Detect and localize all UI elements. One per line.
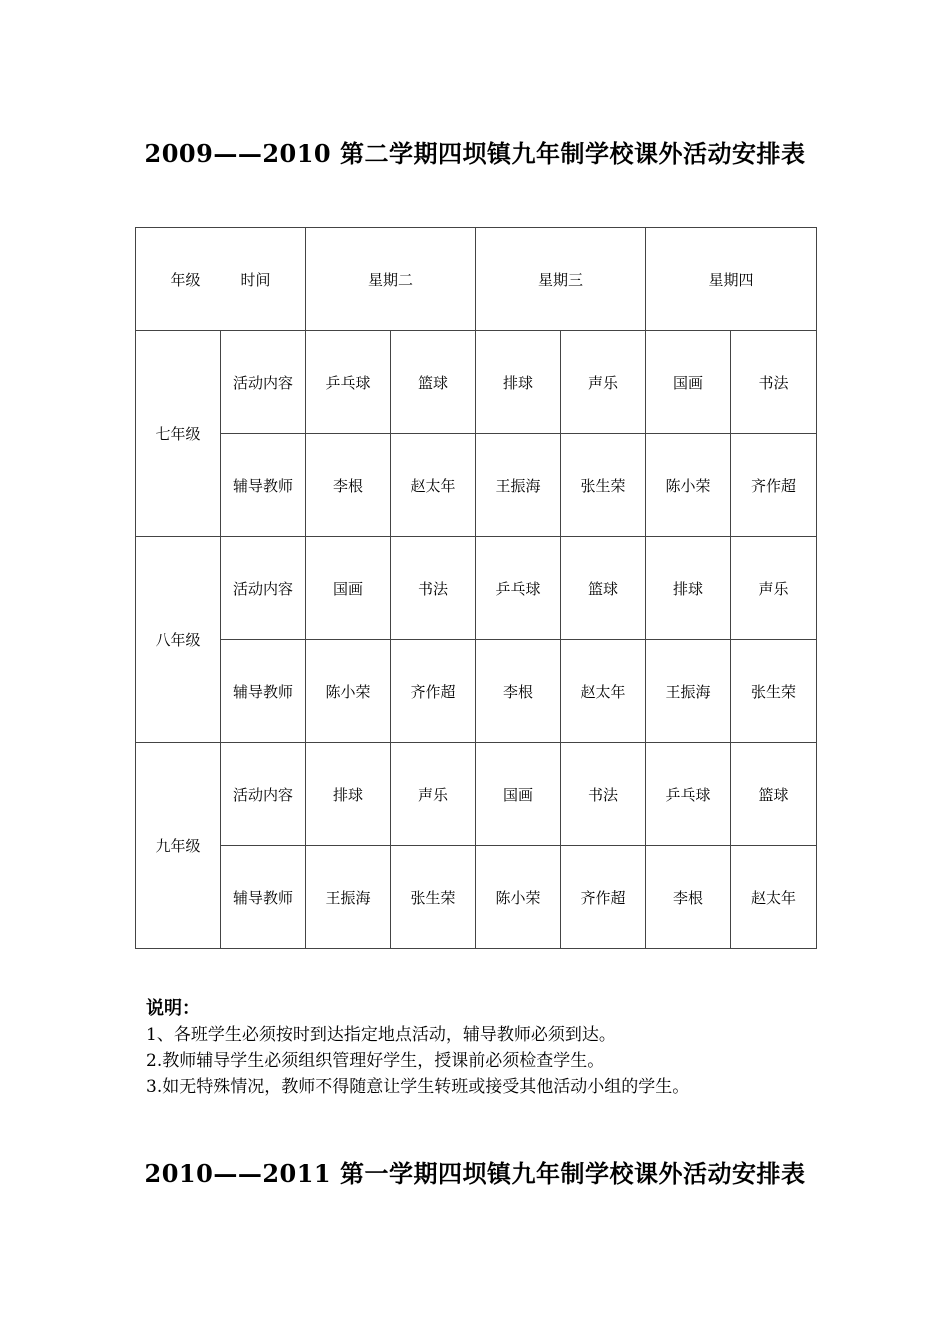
teacher-cell: 李根 <box>476 640 561 743</box>
teacher-cell: 陈小荣 <box>476 846 561 949</box>
activity-cell: 篮球 <box>731 743 817 846</box>
activity-cell: 排球 <box>306 743 391 846</box>
teacher-cell: 张生荣 <box>561 434 646 537</box>
teacher-cell: 王振海 <box>646 640 731 743</box>
table-row <box>136 331 817 434</box>
grade-label: 九年级 <box>136 743 221 949</box>
activity-cell: 排球 <box>476 331 561 434</box>
activity-cell: 声乐 <box>561 331 646 434</box>
teacher-cell: 李根 <box>646 846 731 949</box>
row-label: 辅导教师 <box>221 846 306 949</box>
row-label: 活动内容 <box>221 537 306 640</box>
table-row <box>136 743 817 846</box>
teacher-cell: 王振海 <box>306 846 391 949</box>
grade-time-header <box>136 228 306 331</box>
note-item: 3.如无特殊情况，教师不得随意让学生转班或接受其他活动小组的学生。 <box>146 1077 690 1097</box>
activity-cell: 声乐 <box>731 537 817 640</box>
page-title: 2009——2010 第二学期四坝镇九年制学校课外活动安排表 <box>144 139 806 168</box>
grade-header-label: 年级 <box>170 270 201 289</box>
day-header: 星期二 <box>306 228 476 331</box>
teacher-cell: 陈小荣 <box>306 640 391 743</box>
activity-cell: 国画 <box>306 537 391 640</box>
teacher-cell: 齐作超 <box>731 434 817 537</box>
note-item: 2.教师辅导学生必须组织管理好学生，授课前必须检查学生。 <box>146 1051 605 1071</box>
note-item: 1、各班学生必须按时到达指定地点活动，辅导教师必须到达。 <box>146 1025 616 1045</box>
teacher-cell: 齐作超 <box>561 846 646 949</box>
teacher-cell: 赵太年 <box>391 434 476 537</box>
notes-section <box>146 996 689 1100</box>
activity-cell: 声乐 <box>391 743 476 846</box>
teacher-cell: 赵太年 <box>561 640 646 743</box>
activity-cell: 乒乓球 <box>646 743 731 846</box>
row-label: 活动内容 <box>221 743 306 846</box>
activity-cell: 国画 <box>646 331 731 434</box>
teacher-cell: 陈小荣 <box>646 434 731 537</box>
row-label: 辅导教师 <box>221 640 306 743</box>
table-header-row <box>136 228 817 331</box>
activity-cell: 书法 <box>391 537 476 640</box>
activity-cell: 篮球 <box>391 331 476 434</box>
activity-cell: 书法 <box>561 743 646 846</box>
activity-cell: 乒乓球 <box>306 331 391 434</box>
day-header: 星期三 <box>476 228 646 331</box>
teacher-cell: 张生荣 <box>731 640 817 743</box>
teacher-cell: 李根 <box>306 434 391 537</box>
teacher-cell: 齐作超 <box>391 640 476 743</box>
table-row <box>136 846 817 949</box>
grade-label: 七年级 <box>136 331 221 537</box>
day-header: 星期四 <box>646 228 817 331</box>
time-header-label: 时间 <box>240 270 271 289</box>
activity-schedule-table <box>135 227 817 949</box>
table-row <box>136 640 817 743</box>
teacher-cell: 王振海 <box>476 434 561 537</box>
activity-cell: 篮球 <box>561 537 646 640</box>
grade-label: 八年级 <box>136 537 221 743</box>
second-page-title: 2010——2011 第一学期四坝镇九年制学校课外活动安排表 <box>144 1159 806 1188</box>
row-label: 活动内容 <box>221 331 306 434</box>
activity-cell: 乒乓球 <box>476 537 561 640</box>
activity-cell: 国画 <box>476 743 561 846</box>
teacher-cell: 赵太年 <box>731 846 817 949</box>
table-row <box>136 537 817 640</box>
activity-cell: 书法 <box>731 331 817 434</box>
notes-heading: 说明： <box>146 998 200 1019</box>
table-row <box>136 434 817 537</box>
row-label: 辅导教师 <box>221 434 306 537</box>
teacher-cell: 张生荣 <box>391 846 476 949</box>
activity-cell: 排球 <box>646 537 731 640</box>
